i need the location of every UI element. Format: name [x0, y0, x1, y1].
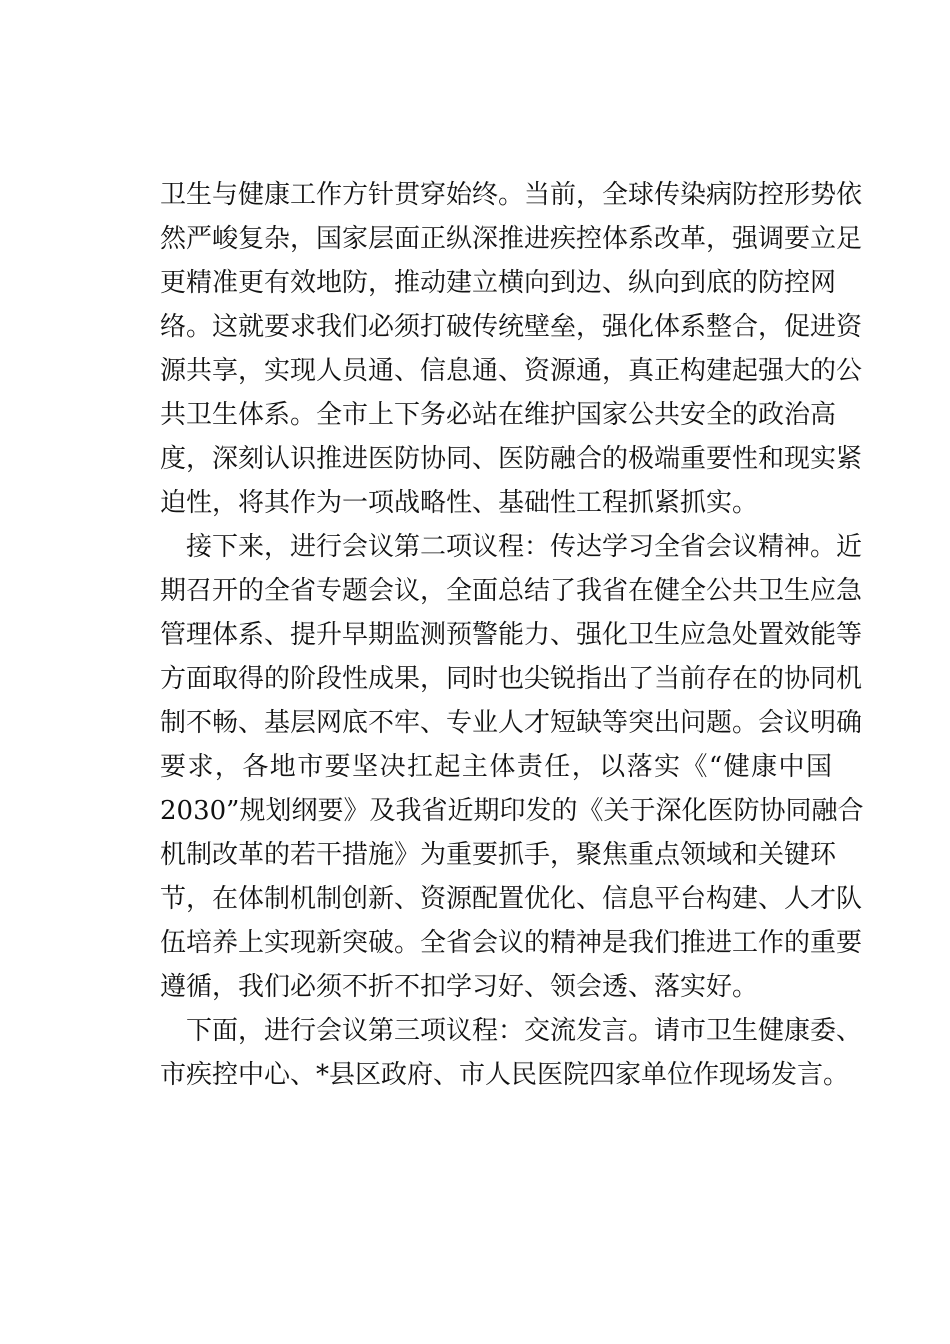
text-line: 方面取得的阶段性成果，同时也尖锐指出了当前存在的协同机 [160, 664, 863, 694]
text-line: 遵循，我们必须不折不扣学习好、领会透、落实好。 [160, 972, 759, 1002]
paragraph-2 [160, 525, 864, 1009]
text-line: 络。这就要求我们必须打破传统壁垒，强化体系整合，促进资 [160, 312, 863, 342]
text-line: 节，在体制机制创新、资源配置优化、信息平台构建、人才队 [160, 884, 863, 914]
text-line: 迫性，将其作为一项战略性、基础性工程抓紧抓实。 [160, 488, 759, 518]
text-line: 机制改革的若干措施》为重要抓手，聚焦重点领域和关键环 [160, 840, 837, 870]
text-line: 伍培养上实现新突破。全省会议的精神是我们推进工作的重要 [160, 928, 863, 958]
text-line: 下面，进行会议第三项议程：交流发言。请市卫生健康委、 [160, 1016, 863, 1046]
text-line: 制不畅、基层网底不牢、专业人才短缺等突出问题。会议明确 [160, 708, 863, 738]
text-line: 接下来，进行会议第二项议程：传达学习全省会议精神。近 [160, 532, 863, 562]
paragraph-1 [160, 173, 863, 525]
text-line: 共卫生体系。全市上下务必站在维护国家公共安全的政治高 [160, 400, 837, 430]
text-line: 卫生与健康工作方针贯穿始终。当前，全球传染病防控形势依 [160, 180, 863, 210]
text-line: 2030”规划纲要》及我省近期印发的《关于深化医防协同融合 [160, 796, 864, 826]
text-line: 市疾控中心、*县区政府、市人民医院四家单位作现场发言。 [160, 1060, 850, 1090]
paragraph-3 [160, 1009, 863, 1097]
text-line: 源共享，实现人员通、信息通、资源通，真正构建起强大的公 [160, 356, 863, 386]
text-line: 更精准更有效地防，推动建立横向到边、纵向到底的防控网 [160, 268, 837, 298]
text-line: 然严峻复杂，国家层面正纵深推进疾控体系改革，强调要立足 [160, 224, 863, 254]
text-line: 管理体系、提升早期监测预警能力、强化卫生应急处置效能等 [160, 620, 863, 650]
text-line: 要求，各地市要坚决扛起主体责任，以落实《“健康中国 [160, 752, 832, 782]
document-body [160, 173, 864, 1097]
text-line: 度，深刻认识推进医防协同、医防融合的极端重要性和现实紧 [160, 444, 863, 474]
text-line: 期召开的全省专题会议，全面总结了我省在健全公共卫生应急 [160, 576, 863, 606]
